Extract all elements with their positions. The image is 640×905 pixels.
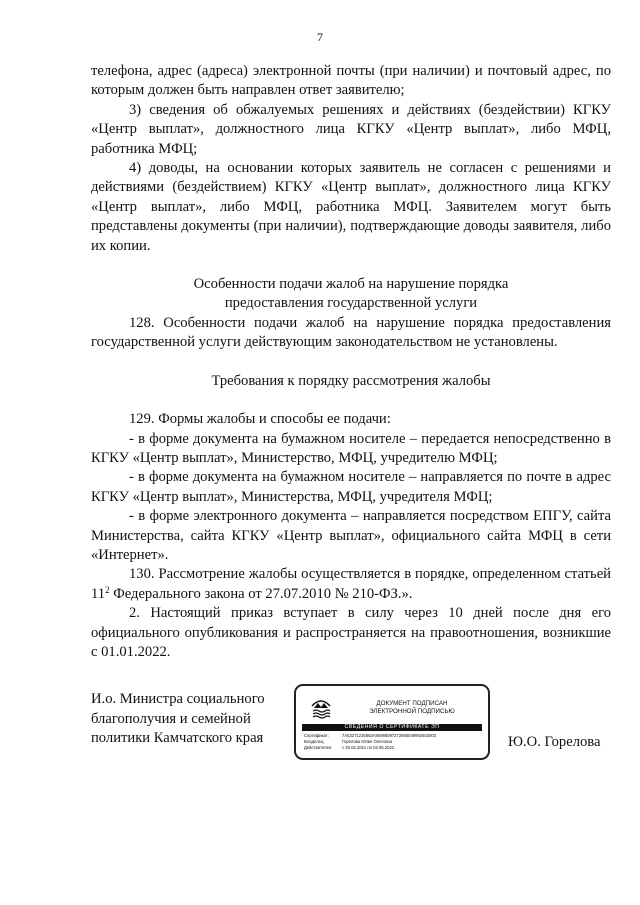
- electronic-signature-stamp: [294, 684, 490, 760]
- paragraph-item-3: 3) сведения об обжалуемых решениях и действиях (бездействии) КГКУ «Центр выплат», должностного лица КГКУ «Центр выплат», либо МФЦ, работника МФЦ;: [91, 101, 611, 157]
- paragraph-130-end: Федерального закона от 27.07.2010 № 210-ФЗ.».: [109, 585, 413, 602]
- paragraph-130-superscript: 2: [105, 584, 110, 595]
- document-body: [91, 62, 611, 662]
- stamp-title-line1: ДОКУМЕНТ ПОДПИСАН: [376, 700, 448, 707]
- paragraph-129: 129. Формы жалобы и способы ее подачи:: [129, 411, 391, 428]
- signatory-name: Ю.О. Горелова: [508, 734, 601, 750]
- stamp-row-value: Горелова Юлия Олеговна: [342, 739, 393, 745]
- page-number: 7: [317, 30, 323, 44]
- paragraph-130-start: 130. Рассмотрение жалобы осуществляется в порядке, определенном статьей 11: [91, 566, 611, 602]
- coat-of-arms-icon: [310, 696, 332, 720]
- paragraph-130: [91, 565, 611, 604]
- section-heading-features-line2: предоставления государственной услуги: [224, 295, 478, 312]
- paragraph-contact-info: телефона, адрес (адреса) электронной почты (при наличии) и почтовый адрес, по которым должен быть направлен ответ заявителю;: [91, 63, 611, 99]
- stamp-title: [342, 700, 482, 716]
- paragraph-128: 128. Особенности подачи жалоб на нарушение порядка предоставления государственной услуги действующим законодательством не установлены.: [91, 314, 611, 351]
- paragraph-form-electronic: - в форме электронного документа – направляется посредством ЕПГУ, сайта Министерства, сайта КГКУ «Центр выплат», официального сайта МФЦ в сети «Интернет».: [91, 508, 611, 563]
- stamp-row-label: Действителен:: [304, 745, 333, 751]
- stamp-title-line2: ЭЛЕКТРОННОЙ ПОДПИСЬЮ: [369, 708, 455, 715]
- stamp-certificate-header: СВЕДЕНИЯ О СЕРТИФИКАТЕ ЭП: [302, 724, 482, 731]
- paragraph-form-mail: - в форме документа на бумажном носителе – направляется по почте в адрес КГКУ «Центр выплат», Министерства, МФЦ, учредителя МФЦ;: [91, 469, 611, 505]
- signatory-title-line2: благополучия и семейной: [91, 710, 251, 727]
- stamp-row-label: Владелец:: [304, 739, 325, 745]
- signatory-title: [91, 690, 265, 749]
- paragraph-item-4: 4) доводы, на основании которых заявитель не согласен с решениями и действиями (бездействием) КГКУ «Центр выплат», должностного лица КГКУ «Центр выплат», либо МФЦ, работника МФЦ. Заявителем могут быть представлены документы (при наличии), подтверждающие доводы заявителя, либо их копии.: [91, 160, 611, 254]
- paragraph-order-effective: 2. Настоящий приказ вступает в силу через 10 дней после дня его официального опубликования и распространяется на правоотношения, возникшие с 01.01.2022.: [91, 605, 611, 660]
- signatory-title-line1: И.о. Министра социального: [91, 691, 265, 707]
- stamp-certificate-details: [304, 733, 484, 752]
- stamp-row-validity: [304, 745, 484, 751]
- stamp-row-label: Сертификат:: [304, 733, 329, 738]
- section-heading-features-line1: Особенности подачи жалоб на нарушение порядка: [193, 276, 509, 293]
- paragraph-form-direct: - в форме документа на бумажном носителе – передается непосредственно в КГКУ «Центр выплат», Министерство, МФЦ, учредителю МФЦ;: [91, 430, 611, 466]
- stamp-row-value: 7A53271235863A85986097272885049992603003: [342, 733, 437, 738]
- section-heading-requirements: Требования к порядку рассмотрения жалобы: [211, 372, 491, 389]
- signatory-title-line3: политики Камчатского края: [91, 730, 264, 747]
- stamp-row-value: с 30.02.2021 по 02.05.2022: [342, 745, 395, 751]
